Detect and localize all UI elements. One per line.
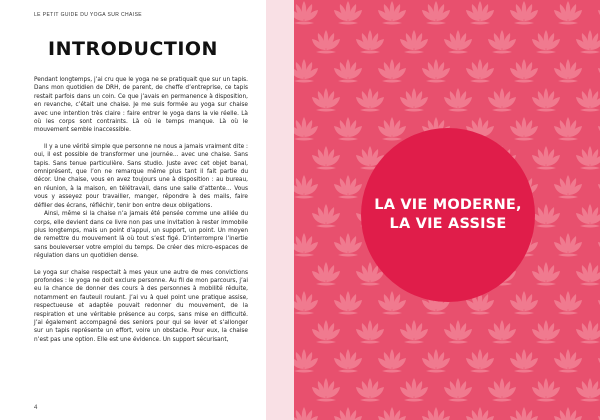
paragraph: Pendant longtemps, j’ai cru que le yoga ne se pratiquait que sur un tapis. Dans mon quotidien de DRH, de parent, de cheffe d’entreprise, ce tapis restait parfois dans un coin. Ce que j’avais en permanence à disposition, en revanche, c’était une chaise. Je me suis formée au yoga sur chaise avec une intention très claire : faire entrer le yoga dans la vie réelle. Là où les corps sont contraints. Là où le temps manque. Là où le mouvement semble inaccessible.: [34, 77, 248, 134]
chapter-title: [374, 196, 522, 234]
right-page: [294, 0, 600, 420]
paragraph: Il y a une vérité simple que personne ne nous a jamais vraiment dite : oui, il est possible de transformer une journée… avec une chaise. Sans tapis. Sans tenue particulière. Sans studio. Juste avec cet objet banal, omniprésent, que l’on ne remarque même plus tant il fait partie du décor. Une chaise, vous en avez toujours une à disposition : au bureau, en réunion, à la maison, en télétravail, dans une salle d’attente… Vous vous y asseyez pour travailler, manger, répondre à des mails, faire défiler des écrans, réfléchir, tenir bon entre deux obligations.: [34, 143, 248, 209]
running-head: LE PETIT GUIDE DU YOGA SUR CHAISE: [34, 12, 143, 18]
chapter-title-line1: LA VIE MODERNE,: [374, 197, 522, 213]
body-text: [34, 76, 248, 344]
page-gutter: [266, 0, 294, 420]
left-page: [0, 0, 266, 420]
paragraph: Le yoga sur chaise respectait à mes yeux une autre de mes convictions profondes : le yoga ne doit exclure personne. Au fil de mon parcours, j’ai eu la chance de donner des cours à des personnes à mobilité réduite, notamment en fauteuil roulant. J’ai vu à quel point une pratique assise, respectueuse et adaptée pouvait redonner du mouvement, de la respiration et une véritable présence au corps, sans mise en difficulté. J’ai également accompagné des seniors pour qui se lever et s’allonger sur un tapis représente un effort, voire un obstacle. Pour eux, la chaise n’est pas une option. Elle est une évidence. Un support sécurisant,: [34, 269, 248, 343]
paragraph: Ainsi, même si la chaise n’a jamais été pensée comme une alliée du corps, elle devient dans ce livre non pas une invitation à rester immobile plus longtemps, mais un point d’appui, un support, un point. Un moyen de remettre du mouvement là où tout s’est figé. D’interrompre l’inertie sans bouleverser votre emploi du temps. De créer des micro-espaces de régulation dans un quotidien dense.: [34, 211, 248, 260]
page-number: 4: [34, 405, 38, 411]
chapter-circle: [361, 128, 535, 302]
chapter-title-line2: LA VIE ASSISE: [389, 216, 507, 232]
page-title: INTRODUCTION: [48, 38, 218, 60]
